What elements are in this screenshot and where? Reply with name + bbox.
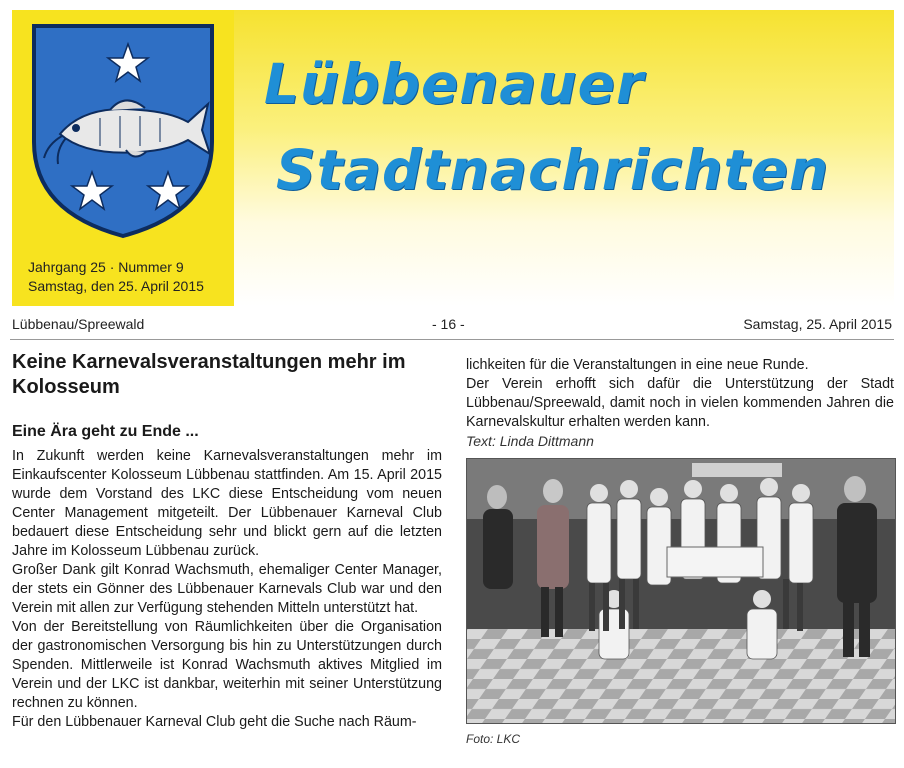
article-body-left [12,447,442,732]
masthead-title-line1: Lübbenauer [264,52,645,116]
masthead [0,0,904,306]
running-header-date: Samstag, 25. April 2015 [743,316,892,332]
header-rule [10,339,894,340]
carnival-group-photo [467,459,895,723]
issue-info [28,258,204,296]
photo-credit: Foto: LKC [466,732,521,746]
paragraph: In Zukunft werden keine Karnevalsveranstaltungen mehr im Einkaufscenter Kolosseum Lübbenau stattfinden. Am 15. April 2015 wurde dem Vorstand des LKC diese Entscheidung vom neuen Center Management mitgeteilt. Der Lübbenauer Karneval Club bedauert diese Entscheidung sehr und blickt gern auf die letzten Jahre im Kolosseum Lübbenau zurück. [12,448,442,559]
article-subheadline: Eine Ära geht zu Ende ... [12,423,199,440]
issue-number: Jahrgang 25 · Nummer 9 [28,259,184,275]
text-credit: Text: Linda Dittmann [466,433,594,449]
article-body-right [466,356,894,432]
coat-of-arms-icon [30,22,216,240]
running-header-location: Lübbenau/Spreewald [12,316,145,332]
paragraph: Großer Dank gilt Konrad Wachsmuth, ehemaliger Center Manager, der stets ein Gönner des Lübbenauer Karnevals Club war und den Verein mit allen zur Verfügung stehenden Mitteln unterstützt hat. [12,562,442,616]
article-headline: Keine Karnevalsveranstaltungen mehr im Kolosseum [12,351,406,398]
issue-date: Samstag, den 25. April 2015 [28,278,204,294]
paragraph: Für den Lübbenauer Karneval Club geht die Suche nach Räum- [12,714,417,730]
paragraph: lichkeiten für die Veranstaltungen in eine neue Runde. [466,357,809,373]
cheque [667,547,763,577]
article-photo [466,458,896,724]
page-number: - 16 - [432,316,465,332]
crest-panel [12,10,234,306]
paragraph: Von der Bereitstellung von Räumlichkeiten über die Organisation der gastronomischen Versorgung bis hin zu Unterstützungen durch Spenden. Mittlerweile ist Konrad Wachsmuth aktives Mitglied im Verein und der LKC ist dankbar, weiterhin mit seiner Unterstützung rechnen zu können. [12,619,442,711]
masthead-title-line2: Stadtnachrichten [276,138,830,202]
paragraph: Der Verein erhofft sich dafür die Unterstützung der Stadt Lübbenau/Spreewald, damit noch in vielen kommenden Jahren die Karnevalskultur erhalten werden kann. [466,376,894,430]
